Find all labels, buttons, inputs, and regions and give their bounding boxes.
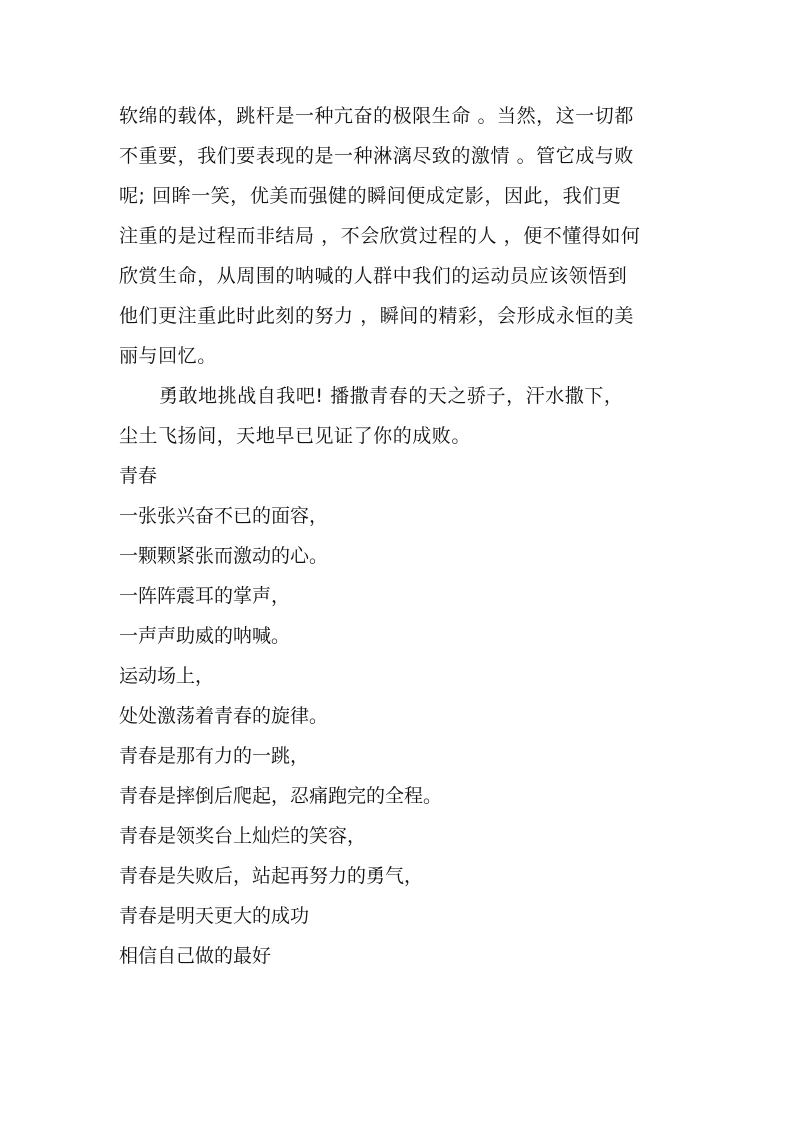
poem-line: 一声声助威的呐喊。 [119, 625, 291, 647]
poem-line: 青春是那有力的一跳， [119, 745, 310, 767]
document-page [119, 96, 679, 976]
paragraph-line: 呢; 回眸一笑，优美而强健的瞬间便成定影，因此，我们更 [119, 185, 622, 207]
paragraph-1 [119, 96, 679, 376]
poem-line: 一张张兴奋不已的面容， [119, 505, 329, 527]
poem-line: 青春是明天更大的成功 [119, 905, 310, 927]
poem-line: 处处激荡着青春的旋律。 [119, 705, 329, 727]
paragraph-line: 软绵的载体，跳杆是一种亢奋的极限生命 。当然，这一切都 [119, 105, 634, 127]
paragraph-line: 欣赏生命，从周围的呐喊的人群中我们的运动员应该领悟到 [119, 265, 628, 287]
poem-line: 青春是失败后，站起再努力的勇气， [119, 865, 424, 887]
poem-line: 一阵阵震耳的掌声， [119, 585, 291, 607]
paragraph-line: 注重的是过程而非结局 ，不会欣赏过程的人 ，便不懂得如何 [119, 225, 641, 247]
poem-line: 青春是领奖台上灿烂的笑容， [119, 825, 367, 847]
paragraph-line: 不重要，我们要表现的是一种淋漓尽致的激情 。管它成与败 [119, 145, 634, 167]
poem-line: 一颗颗紧张而激动的心。 [119, 545, 329, 567]
poem [119, 456, 679, 976]
poem-line: 相信自己做的最好 [119, 945, 272, 967]
poem-title: 青春 [119, 465, 158, 487]
paragraph-line: 尘土飞扬间，天地早已见证了你的成败。 [119, 425, 471, 447]
poem-line: 青春是摔倒后爬起，忍痛跑完的全程。 [119, 785, 443, 807]
paragraph-line: 勇敢地挑战自我吧! 播撒青春的天之骄子，汗水撒下， [159, 385, 624, 407]
paragraph-line: 丽与回忆。 [119, 345, 217, 367]
paragraph-2 [119, 376, 679, 456]
poem-line: 运动场上， [119, 665, 215, 687]
paragraph-line: 他们更注重此时此刻的努力 ，瞬间的精彩，会形成永恒的美 [119, 305, 634, 327]
